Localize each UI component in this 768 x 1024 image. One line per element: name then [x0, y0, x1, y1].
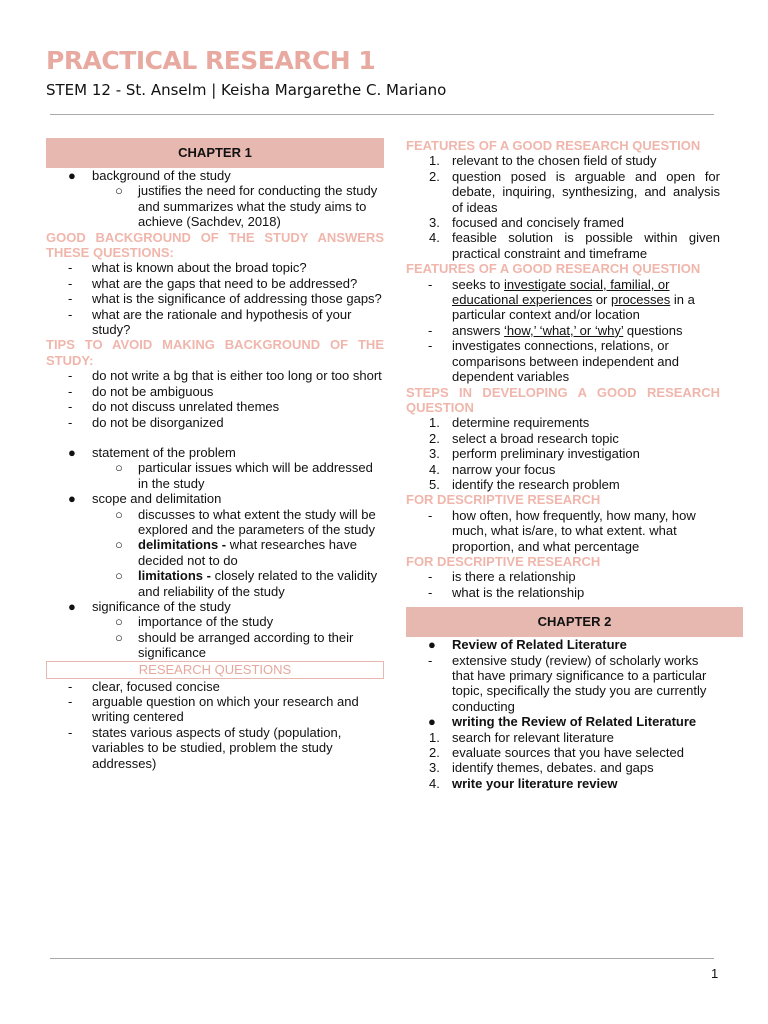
right-column [406, 138, 720, 791]
list-item: 1. search for relevant literature [429, 729, 614, 745]
list-item: - arguable question on which your research and writing centered [68, 694, 359, 725]
list-item: ● writing the Review of Related Literature [428, 714, 697, 730]
list-item: - do not write a bg that is either too long or too short [68, 368, 382, 384]
page-number: 1 [711, 966, 719, 981]
list-item: - do not be ambiguous [68, 383, 214, 399]
list-item: ● background of the study [68, 168, 231, 183]
list-item: - do not be disorganized [68, 414, 224, 430]
list-item: ○ particular issues which will be addressed in the study [115, 460, 373, 491]
list-item: 2. question posed is arguable and open for debate, inquiring, synthesizing, and analysis of ideas [429, 168, 720, 215]
list-item: ○ should be arranged according to their significance [115, 629, 354, 661]
list-item: - extensive study (review) of scholarly works that have primary significance to a particular topic, specifically the study you are currently conducting [428, 652, 707, 714]
list-item: 2. select a broad research topic [429, 430, 619, 446]
chapter-2-banner: CHAPTER 2 [406, 607, 743, 637]
list-item: ○ importance of the study [115, 614, 274, 630]
list-item: - states various aspects of study (population, variables to be studied, problem the study addresses) [68, 724, 342, 771]
list-item: ○ delimitations - what researches have decided not to do [115, 537, 357, 568]
list-item: 4. feasible solution is possible within given practical constraint and timeframe [429, 230, 720, 261]
list-item: - what are the gaps that need to be addressed? [68, 275, 358, 291]
page-subtitle: STEM 12 - St. Anselm | Keisha Margarethe C. Mariano [46, 81, 447, 99]
list-item: 4. write your literature review [429, 775, 618, 791]
list-item: - do not discuss unrelated themes [68, 399, 280, 415]
list-item: - what is known about the broad topic? [68, 260, 307, 276]
list-item: 1. determine requirements [429, 415, 590, 431]
list-item: ● Review of Related Literature [428, 637, 627, 653]
section-heading: FOR DESCRIPTIVE RESEARCH [406, 553, 601, 569]
list-item: ● scope and delimitation [68, 491, 222, 507]
list-item: 3. focused and concisely framed [429, 215, 624, 231]
list-item: ○ discusses to what extent the study will be explored and the parameters of the study [115, 506, 376, 537]
list-item: - seeks to investigate social, familial, or educational experiences or processes in a particular context and/or location [428, 276, 695, 323]
left-column [46, 138, 384, 771]
section-heading: TIPS TO AVOID MAKING BACKGROUND OF THE STUDY: [46, 337, 384, 368]
research-questions-heading: RESEARCH QUESTIONS [46, 661, 384, 679]
list-item: - how often, how frequently, how many, how much, what is/are, to what extent. what proportion, and what percentage [428, 507, 696, 554]
list-item: - what are the rationale and hypothesis of your study? [68, 306, 352, 338]
list-item: 4. narrow your focus [429, 461, 556, 477]
list-item: - clear, focused concise [68, 678, 220, 694]
list-item: ○ justifies the need for conducting the study and summarizes what the study aims to achieve (Sachdev, 2018) [115, 183, 378, 230]
list-item: ○ limitations - closely related to the validity and reliability of the study [115, 568, 378, 599]
list-item: 3. perform preliminary investigation [429, 446, 640, 462]
list-item: - answers ‘how,’ ‘what,’ or ‘why’ questions [428, 322, 683, 338]
list-item: 3. identify themes, debates. and gaps [429, 760, 654, 776]
list-item: - is there a relationship [428, 569, 576, 585]
section-heading: FOR DESCRIPTIVE RESEARCH [406, 492, 601, 508]
list-item: - what is the relationship [428, 584, 585, 600]
list-item: 2. evaluate sources that you have selected [429, 745, 684, 761]
section-heading: STEPS IN DEVELOPING A GOOD RESEARCH QUESTION [406, 384, 720, 415]
header-divider [50, 114, 714, 115]
list-item: 5. identify the research problem [429, 476, 620, 492]
footer-divider [50, 958, 714, 959]
list-item: - investigates connections, relations, or comparisons between independent and dependent variables [428, 338, 679, 385]
page-title: PRACTICAL RESEARCH 1 [46, 46, 376, 75]
list-item: ● significance of the study [68, 598, 231, 614]
section-heading: FEATURES OF A GOOD RESEARCH QUESTION [406, 138, 701, 153]
section-heading: FEATURES OF A GOOD RESEARCH QUESTION [406, 261, 701, 277]
section-heading: GOOD BACKGROUND OF THE STUDY ANSWERS THESE QUESTIONS: [46, 229, 384, 261]
list-item: - what is the significance of addressing those gaps? [68, 291, 382, 307]
list-item: 1. relevant to the chosen field of study [429, 153, 657, 169]
chapter-1-banner: CHAPTER 1 [46, 138, 384, 168]
list-item: ● statement of the problem [68, 444, 236, 460]
